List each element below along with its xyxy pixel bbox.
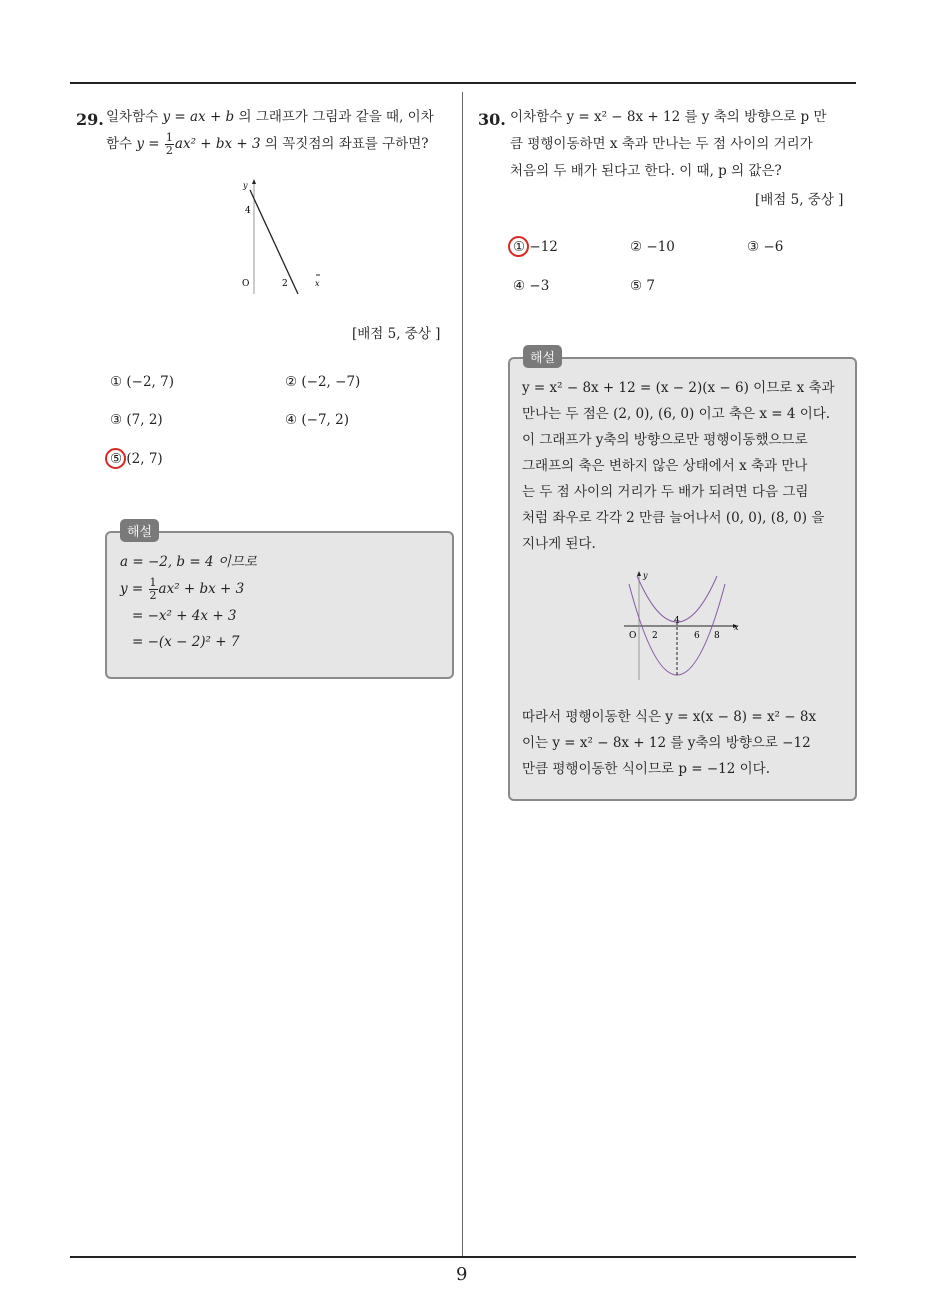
q29-answer-circle (105, 448, 126, 469)
q30-answer-circle (508, 236, 529, 257)
graph-y-label: y (643, 571, 648, 580)
graph-x-intercept: 2 (282, 279, 288, 289)
q29-choice-2[interactable]: ② (−2, −7) (285, 374, 361, 390)
q30-parabola-graph (620, 568, 744, 682)
question-30-score: [배점 5, 중상 ] (755, 192, 844, 208)
q29-choice-5[interactable]: ⑤ (2, 7) (110, 451, 163, 467)
question-29-score: [배점 5, 중상 ] (352, 326, 441, 342)
q30-choice-5[interactable]: ⑤ 7 (630, 278, 655, 294)
q29-choice-3[interactable]: ③ (7, 2) (110, 412, 163, 428)
y-axis-arrow (252, 179, 256, 184)
q30-choice-4[interactable]: ④ −3 (513, 278, 550, 294)
q29-choice-1[interactable]: ① (−2, 7) (110, 374, 174, 390)
graph-tick-2: 2 (652, 631, 658, 641)
graph-origin: O (242, 279, 250, 289)
q30-choice-3[interactable]: ③ −6 (747, 239, 784, 255)
graph-tick-4: 4 (674, 616, 680, 626)
q29-line-graph (236, 176, 336, 300)
q29-solution-tag: 해설 (120, 519, 159, 542)
question-30-number: 30. (478, 110, 506, 129)
graph-y-intercept: 4 (245, 206, 251, 216)
q29-choice-4[interactable]: ④ (−7, 2) (285, 412, 349, 428)
q30-solution-tag: 해설 (523, 345, 562, 368)
graph-origin: O (629, 631, 637, 641)
question-29-number: 29. (76, 110, 104, 129)
q30-choice-2[interactable]: ② −10 (630, 239, 675, 255)
linear-function-line (250, 190, 298, 294)
q30-choice-1[interactable]: ① −12 (513, 239, 558, 255)
q30-solution-text: y = x² − 8x + 12 = (x − 2)(x − 6) 이므로 x 축과 만나는 두 점은 (2, 0), (6, 0) 이고 축은 x = 4 이다. 이 그래프가 y축의 방향으로만 평행이동했으므로 그래프의 축은 변하지 않은 상태에서 x 축과 만나 는 두 점 사이의 거리가 두 배가 되려면 다음 그림 처럼 좌우로 각각 2 만큼 늘어나서 (0, 0), (8, 0) 을 지나게 된다. (522, 380, 835, 552)
graph-x-label: x (734, 623, 739, 632)
fraction-half: $\frac{1}{2}$ (165, 131, 173, 157)
header-rule (70, 82, 856, 84)
q30-solution-conclusion: 따라서 평행이동한 식은 y = x(x − 8) = x² − 8x 이는 y = x² − 8x + 12 를 y축의 방향으로 −12 만큼 평행이동한 식이므로 p = −12 이다. (522, 709, 817, 777)
graph-tick-8: 8 (714, 631, 720, 641)
q29-solution-text: a = −2, b = 4 이므로 y = $\frac{1}{2}$ ax² + bx + 3 = −x² + 4x + 3 = −(x − 2)² + 7 (120, 554, 257, 650)
graph-x-label: x (315, 279, 320, 288)
graph-tick-6: 6 (694, 631, 700, 641)
graph-y-label: y (243, 181, 248, 190)
y-axis-arrow (637, 571, 641, 576)
question-30-text: 이차함수 y = x² − 8x + 12 를 y 축의 방향으로 p 만 큼 평행이동하면 x 축과 만나는 두 점 사이의 거리가 처음의 두 배가 된다고 한다. 이 때, p 의 값은? (510, 109, 827, 179)
column-divider (462, 92, 463, 1257)
question-29-text: 일차함수 y = ax + b 의 그래프가 그림과 같을 때, 이차 함수 y = $\frac{1}{2}$ ax² + bx + 3 의 꼭짓점의 좌표를 구하면? (106, 109, 434, 157)
footer-rule (70, 1256, 856, 1258)
page-number: 9 (456, 1264, 468, 1285)
